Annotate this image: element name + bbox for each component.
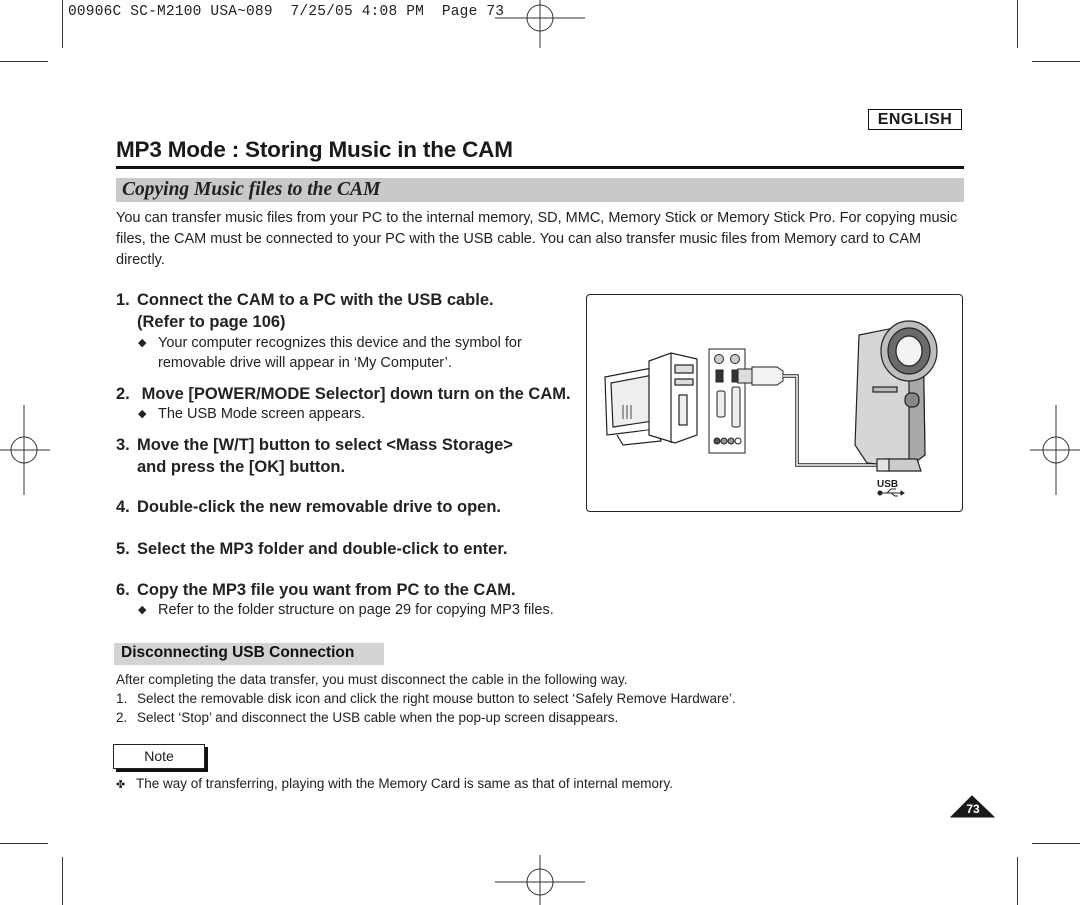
diamond-bullet-icon: ◆ [138, 337, 147, 349]
registration-mark-right [1030, 405, 1080, 495]
step-1-bullet [138, 333, 522, 373]
note-text: The way of transferring, playing with the Memory Card is same as that of internal memory. [136, 776, 673, 791]
step-6 [116, 579, 516, 601]
page-number: 73 [966, 802, 980, 816]
disconnect-intro: After completing the data transfer, you must disconnect the cable in the following way. [116, 672, 628, 687]
usb-label: USB [877, 479, 899, 490]
intro-paragraph: You can transfer music files from your PC to the internal memory, SD, MMC, Memory Stick or Memory Stick Pro. For copying music files, the CAM must be connected to your PC with the USB cable. You can also transfer music files from Memory card to CAM directly. [116, 210, 958, 268]
step-2 [116, 383, 571, 405]
item-number: 2. [116, 710, 128, 725]
disconnect-section-title: Disconnecting USB Connection [121, 644, 355, 661]
page-number-badge [950, 794, 996, 825]
disconnect-item-1 [116, 689, 736, 708]
page-title: MP3 Mode : Storing Music in the CAM [116, 137, 513, 162]
bullet-text: The USB Mode screen appears. [158, 406, 366, 422]
step-number: 1. [116, 291, 130, 309]
step-text: Double-click the new removable drive to open. [137, 498, 501, 516]
note-label: Note [113, 744, 205, 769]
step-4 [116, 496, 501, 518]
section-title: Copying Music files to the CAM [122, 179, 381, 200]
step-number: 4. [116, 498, 130, 516]
pc-tower-icon [649, 353, 697, 443]
step-text: Move [POWER/MODE Selector] down turn on the CAM. [137, 385, 571, 403]
pc-back-panel-icon [709, 349, 745, 453]
note-bullet-icon: ✤ [116, 779, 126, 791]
registration-mark-top [495, 0, 585, 50]
step-1 [116, 289, 494, 333]
diamond-bullet-icon: ◆ [138, 408, 147, 420]
step-6-bullet [138, 600, 554, 620]
print-header: 00906C SC-M2100 USA~089 7/25/05 4:08 PM Page 73 [68, 4, 505, 20]
usb-plug-icon [738, 367, 783, 385]
pc-camera-illustration [587, 295, 962, 511]
step-text: Copy the MP3 file you want from PC to the CAM. [137, 581, 516, 599]
step-text-cont: (Refer to page 106) [137, 313, 286, 331]
item-number: 1. [116, 691, 128, 706]
language-badge: ENGLISH [868, 109, 962, 130]
diamond-bullet-icon: ◆ [138, 604, 147, 616]
step-number: 3. [116, 436, 130, 454]
bullet-text: Your computer recognizes this device and the symbol for [158, 335, 522, 351]
title-rule [116, 166, 964, 169]
step-5 [116, 538, 507, 560]
registration-mark-left [0, 405, 50, 495]
step-text: Move the [W/T] button to select <Mass Storage> [137, 436, 513, 454]
step-number: 5. [116, 540, 130, 558]
registration-mark-bottom [495, 855, 585, 905]
step-number: 6. [116, 581, 130, 599]
usb-symbol-icon [878, 489, 904, 496]
note-text-line [116, 776, 673, 791]
camcorder-icon [855, 321, 937, 471]
step-2-bullet [138, 404, 365, 424]
bullet-text: removable drive will appear in ‘My Computer’. [158, 355, 452, 371]
step-text-cont: and press the [OK] button. [137, 458, 346, 476]
step-text: Select the MP3 folder and double-click to enter. [137, 540, 508, 558]
bullet-text: Refer to the folder structure on page 29 for copying MP3 files. [158, 602, 554, 618]
disconnect-item-2 [116, 708, 618, 727]
step-text: Connect the CAM to a PC with the USB cable. [137, 291, 494, 309]
step-number: 2. [116, 385, 130, 403]
usb-connection-figure [586, 294, 963, 512]
item-text: Select ‘Stop’ and disconnect the USB cable when the pop-up screen disappears. [137, 710, 619, 725]
item-text: Select the removable disk icon and click the right mouse button to select ‘Safely Remove Hardware’. [137, 691, 736, 706]
step-3 [116, 434, 513, 478]
